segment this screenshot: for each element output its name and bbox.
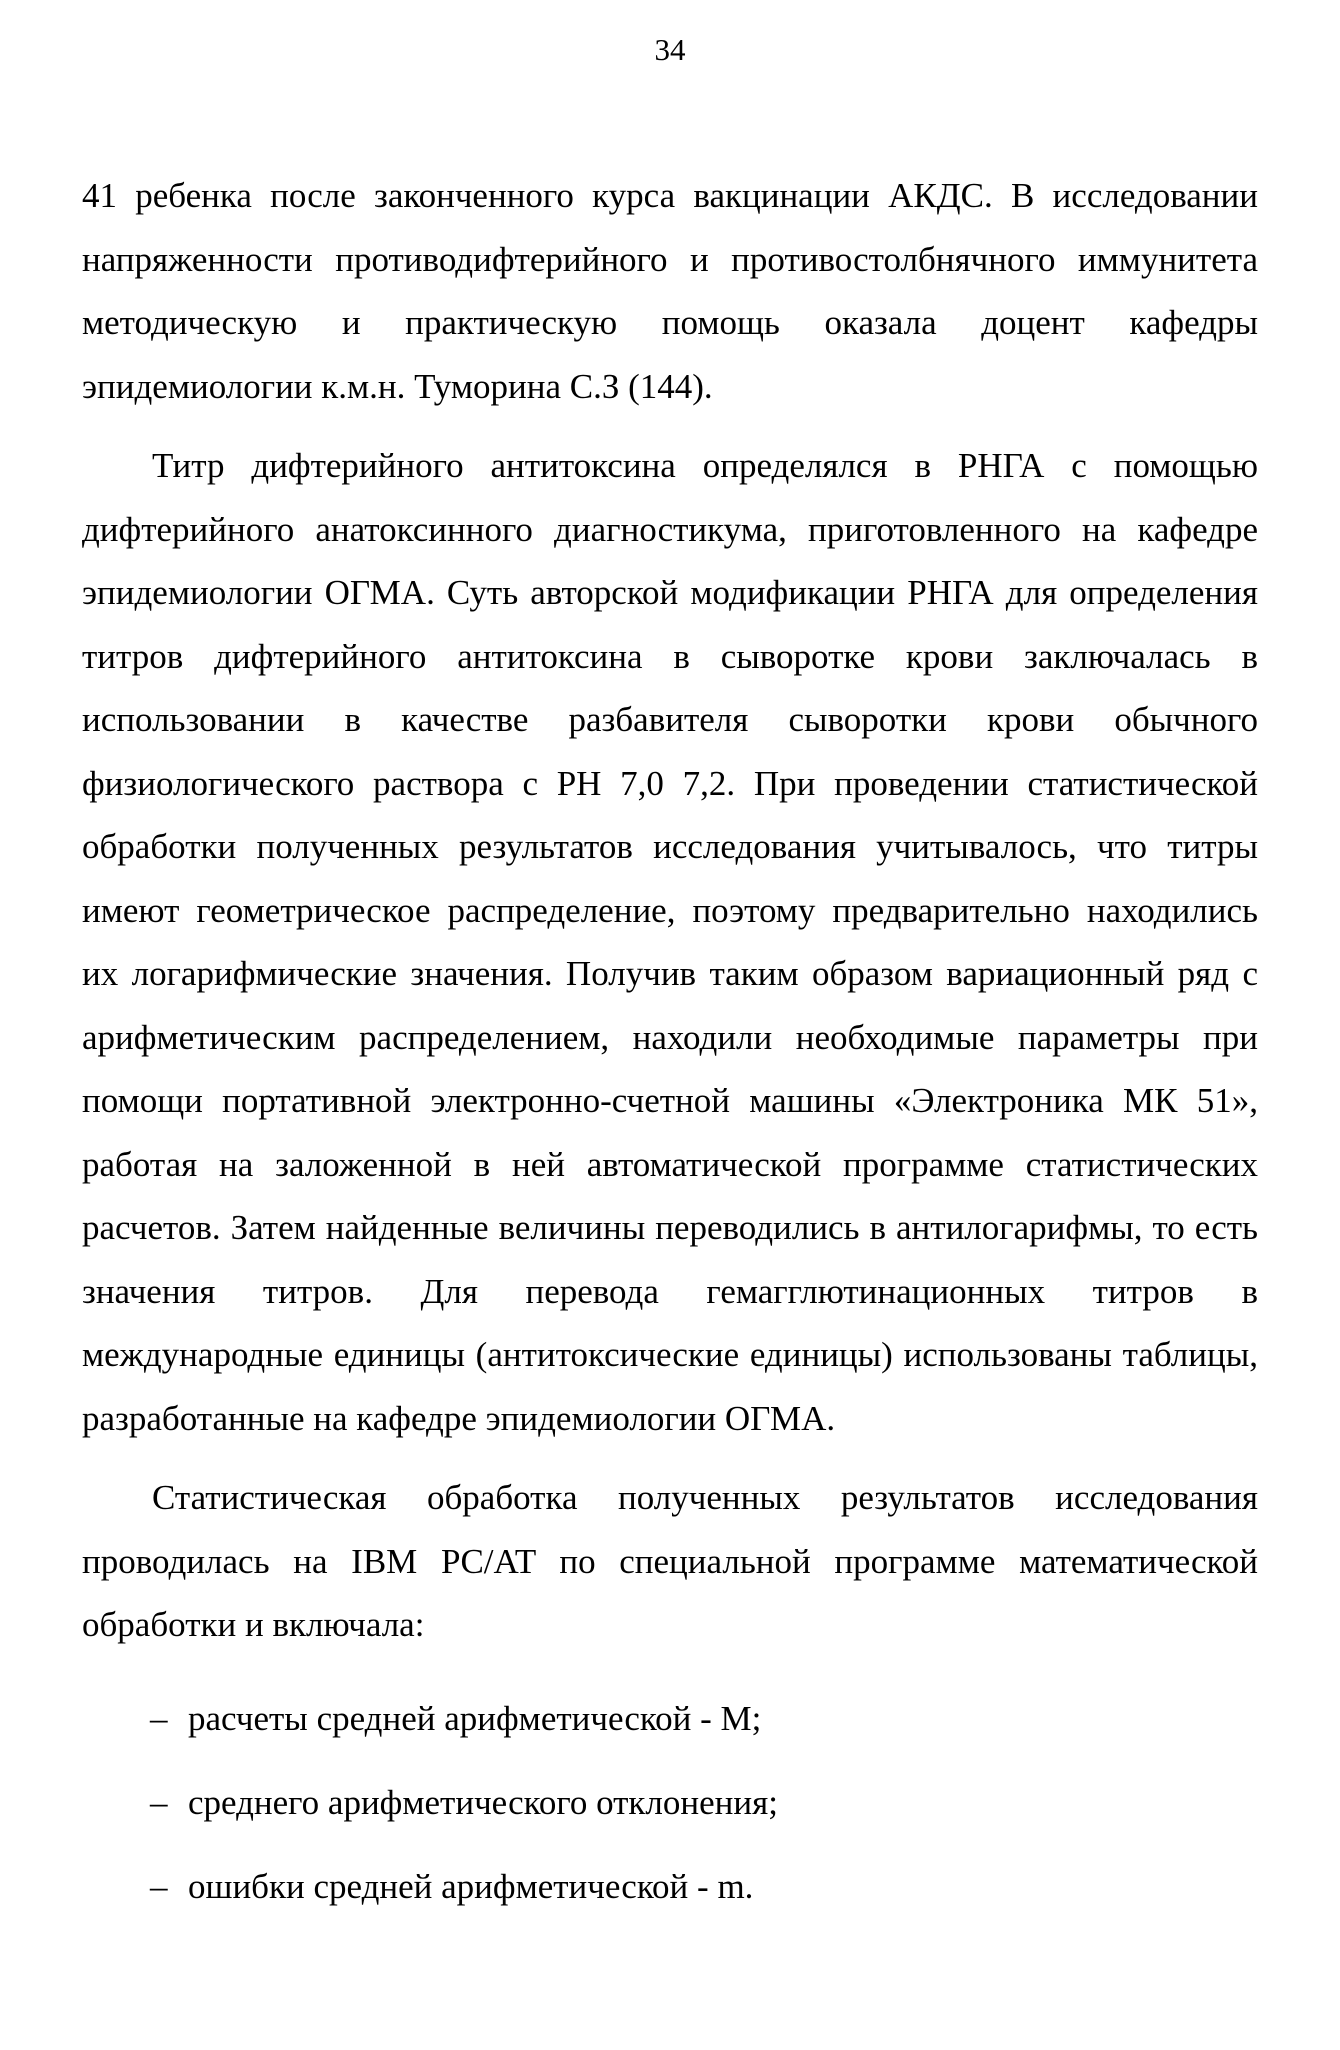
list-item-text: расчеты средней арифметической - М; [188, 1698, 762, 1738]
calculation-list [82, 1677, 1258, 1929]
paragraph-2: Титр дифтерийного антитоксина определялся в РНГА с помощью дифтерийного анатоксинного диагностикума, приготовленного на кафедре эпидемиологии ОГМА. Суть авторской модификации РНГА для определения титров дифтерийного антитоксина в сыворотке крови заключалась в использовании в качестве разбавителя сыворотки крови обычного физиологического раствора с РН 7,0 7,2. При проведении статистической обработки полученных результатов исследования учитывалось, что титры имеют геометрическое распределение, поэтому предварительно находились их логарифмические значения. Получив таким образом вариационный ряд с арифметическим распределением, находили необходимые параметры при помощи портативной электронно-счетной машины «Электроника МК 51», работая на заложенной в ней автоматической программе статистических расчетов. Затем найденные величины переводились в антилогарифмы, то есть значения титров. Для перевода гемагглютинационных титров в международные единицы (антитоксические единицы) использованы таблицы, разработанные на кафедре эпидемиологии ОГМА. [82, 446, 1258, 1438]
list-item [82, 1677, 1258, 1761]
list-item-text: ошибки средней арифметической - m. [188, 1866, 754, 1906]
list-dash: – [150, 1782, 168, 1822]
paragraph-3: Статистическая обработка полученных результатов исследования проводилась на IBM PC/AT по специальной программе математической обработки и включала: [82, 1478, 1258, 1644]
list-item [82, 1761, 1258, 1845]
page-number: 34 [654, 32, 686, 67]
paragraph-1: 41 ребенка после законченного курса вакцинации АКДС. В исследовании напряженности противодифтерийного и противостолбнячного иммунитета методическую и практическую помощь оказала доцент кафедры эпидемиологии к.м.н. Туморина С.З (144). [82, 176, 1258, 406]
list-dash: – [150, 1698, 168, 1738]
list-item [82, 1845, 1258, 1929]
list-dash: – [150, 1866, 168, 1906]
list-item-text: среднего арифметического отклонения; [188, 1782, 778, 1822]
body-text [82, 164, 1258, 1929]
